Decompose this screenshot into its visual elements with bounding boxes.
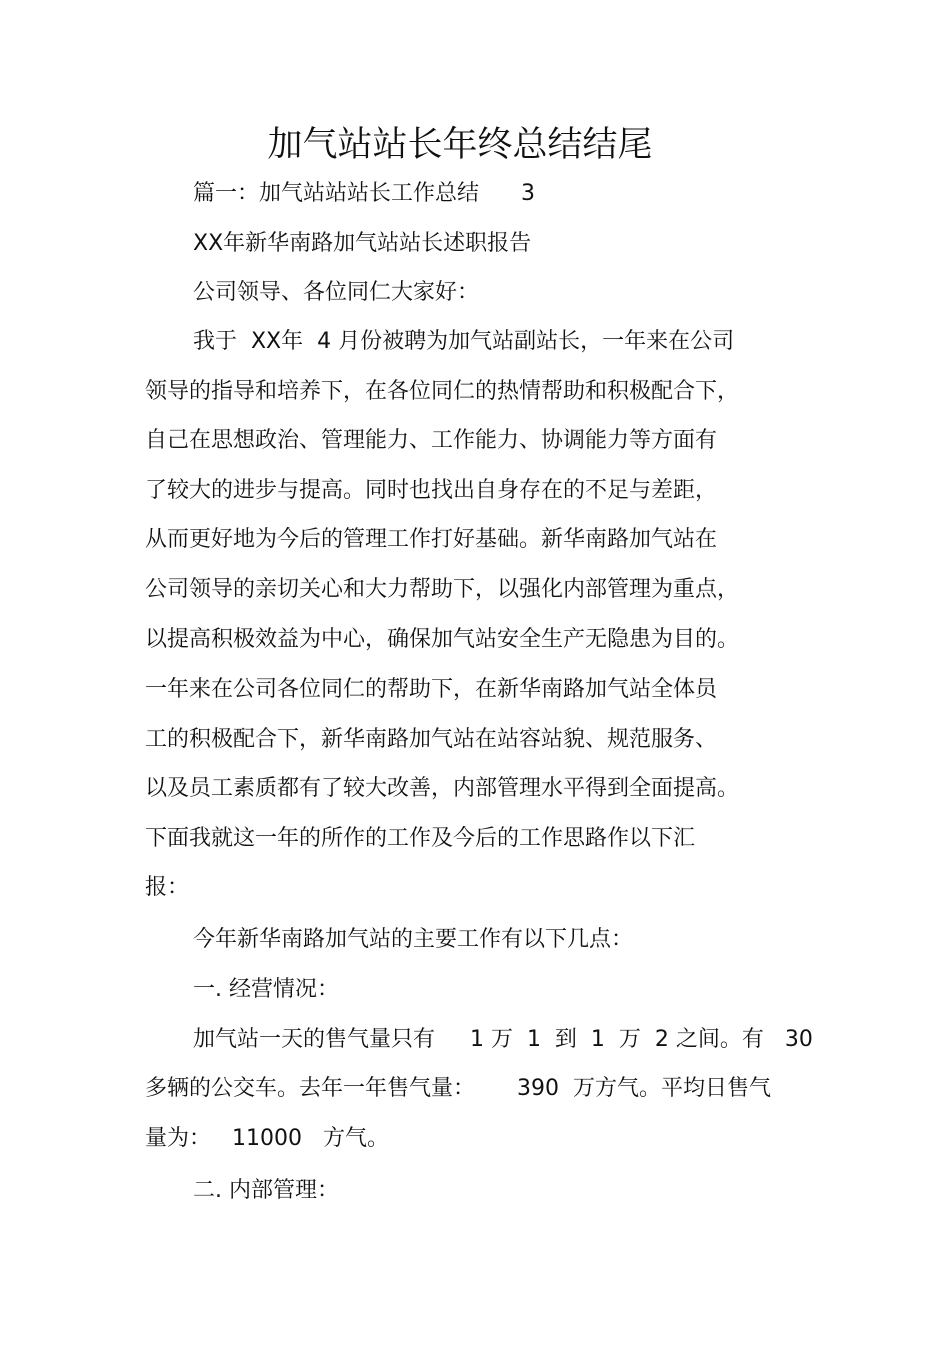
body-line: 了较大的进步与提高。同时也找出自身存在的不足与差距， — [145, 478, 718, 503]
body-line: 以及员工素质都有了较大改善，内部管理水平得到全面提高。 — [145, 776, 740, 801]
body-line: 工的积极配合下，新华南路加气站在站容站貌、规范服务、 — [145, 727, 718, 752]
body-line: 下面我就这一年的所作的工作及今后的工作思路作以下汇 — [145, 826, 696, 851]
body-line: 多辆的公交车。去年一年售气量： 390 万方气。平均日售气 — [145, 1076, 771, 1101]
body-line: 加气站一天的售气量只有 1 万 1 到 1 万 2 之间。有 30 — [193, 1027, 813, 1052]
salutation: 公司领导、各位同仁大家好： — [193, 280, 480, 305]
body-line: 公司领导的亲切关心和大力帮助下，以强化内部管理为重点， — [145, 577, 740, 602]
body-line: 自己在思想政治、管理能力、工作能力、协调能力等方面有 — [145, 428, 718, 453]
body-line: 以提高积极效益为中心，确保加气站安全生产无隐患为目的。 — [145, 627, 740, 652]
subheading-operations: 一. 经营情况： — [193, 977, 339, 1002]
subheading-internal-management: 二. 内部管理： — [193, 1178, 339, 1203]
list-intro: 今年新华南路加气站的主要工作有以下几点： — [193, 927, 634, 952]
body-line: 领导的指导和培养下，在各位同仁的热情帮助和积极配合下， — [145, 379, 740, 404]
document-title: 加气站站长年终总结结尾 — [267, 125, 653, 165]
body-line: 从而更好地为今后的管理工作打好基础。新华南路加气站在 — [145, 527, 718, 552]
body-line: 我于 XX年 4 月份被聘为加气站副站长，一年来在公司 — [193, 329, 735, 354]
body-line: 报： — [145, 875, 190, 900]
body-line: 一年来在公司各位同仁的帮助下，在新华南路加气站全体员 — [145, 677, 718, 702]
report-title: XX年新华南路加气站站长述职报告 — [193, 231, 532, 256]
section-heading: 篇一：加气站站站长工作总结 3 — [193, 181, 535, 206]
body-line: 量为： 11000 方气。 — [145, 1126, 389, 1151]
